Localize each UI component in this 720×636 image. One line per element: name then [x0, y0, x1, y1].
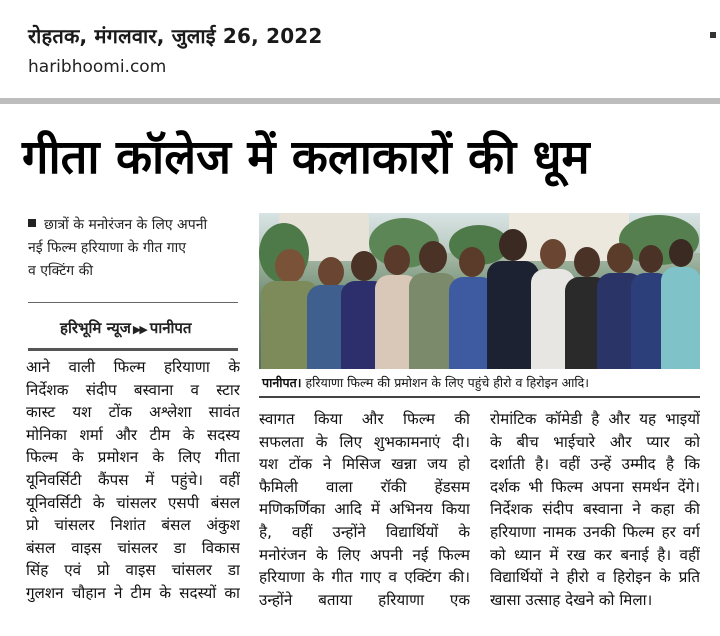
article-line: के बीच भाईचारे और प्यार को [490, 432, 700, 451]
summary-rule [28, 302, 238, 303]
byline-agency: हरिभूमि न्यूज [60, 319, 131, 337]
article-column-1 [26, 356, 240, 605]
article-line: सफलता के लिए शुभकामनाएं दी। [259, 432, 470, 451]
bullet-icon [28, 219, 36, 227]
headline: गीता कॉलेज में कलाकारों की धूम [22, 130, 590, 185]
summary-line: छात्रों के मनोरंजन के लिए अपनी [28, 214, 238, 237]
summary-line: नई फिल्म हरियाणा के गीत गाए [28, 240, 187, 256]
corner-mark [710, 32, 716, 38]
news-photo [259, 213, 700, 369]
article-line: प्रो चांसलर निशांत बंसल अंकुश [26, 516, 240, 535]
byline-place: पानीपत [149, 319, 192, 337]
byline-rule [28, 348, 238, 351]
article-line: कास्ट यश टोंक अश्लेशा सावंत [26, 403, 240, 422]
article-line: सिंह एवं प्रो वाइस चांसलर डा [26, 561, 240, 580]
article-line: निर्देशक संदीप बस्वाना ने कहा की [490, 500, 700, 519]
article-line: निर्देशक संदीप बस्वाना व स्टार [26, 380, 240, 399]
site-url: haribhoomi.com [28, 57, 167, 77]
article-line: फैमिली वाला रॉकी हेंडसम [259, 477, 470, 496]
article-line: आने वाली फिल्म हरियाणा के [26, 358, 240, 376]
photo-person [661, 239, 700, 369]
caption-place: पानीपत। [262, 375, 302, 390]
article-line: उन्होंने बताया हरियाणा एक [259, 590, 470, 609]
article-line: यश टोंक ने मिसिज खन्ना जय हो [259, 455, 470, 474]
article-line: गुलशन चौहान ने टीम के सदस्यों का [26, 583, 240, 602]
article-line: मोनिका शर्मा और टीम के सदस्य [26, 425, 240, 444]
masthead [28, 22, 718, 77]
masthead-rule [0, 98, 720, 104]
dateline: रोहतक, मंगलवार, जुलाई 26, 2022 [28, 24, 323, 48]
article-line: मनोरंजन के लिए अपनी नई फिल्म [259, 545, 470, 564]
article-line: स्वागत किया और फिल्म की [259, 410, 470, 428]
article-line: विद्यार्थियों ने हीरो व हिरोइन के प्रति [490, 568, 700, 587]
article-line: दर्शक भी फिल्म अपना समर्थन देंगे। [490, 477, 700, 496]
byline [60, 318, 191, 338]
article-line: हरियाणा के गीत गाए व एक्टिंग की। [259, 568, 470, 587]
caption-rule [259, 396, 700, 398]
summary-line: व एक्टिंग की [28, 263, 93, 279]
caption-text: हरियाणा फिल्म की प्रमोशन के लिए पहुंचे हीरो व हिरोइन आदि। [301, 375, 590, 390]
article-line: है, वहीं उन्होंने विद्यार्थियों के [259, 522, 470, 541]
article-line: रोमांटिक कॉमेडी है और यह भाइयों [490, 410, 700, 428]
article-line: को ध्यान में रख कर बनाई है। वहीं [490, 545, 700, 564]
article-line: फिल्म के प्रमोशन के लिए गीता [26, 448, 240, 467]
article-line: बंसल वाइस चांसलर डा विकास [26, 538, 240, 557]
article-line: दर्शाती है। वहीं उन्हें उम्मीद है कि [490, 455, 700, 474]
summary [28, 214, 238, 283]
article-column-2 [259, 408, 470, 611]
fast-forward-icon: ▶▶ [132, 323, 146, 336]
article-line: खासा उत्साह देखने को मिला। [490, 590, 653, 609]
article-line: मणिकर्णिका आदि में अभिनय किया [259, 500, 470, 519]
photo-caption [262, 374, 589, 391]
article-line: हरियाणा नामक उनकी फिल्म हर वर्ग [490, 522, 700, 541]
article-column-3 [490, 408, 700, 611]
article-line: यूनिवर्सिटी कैंपस में पहुंचे। वहीं [26, 470, 240, 489]
article-line: यूनिवर्सिटी के चांसलर एसपी बंसल [26, 493, 240, 512]
